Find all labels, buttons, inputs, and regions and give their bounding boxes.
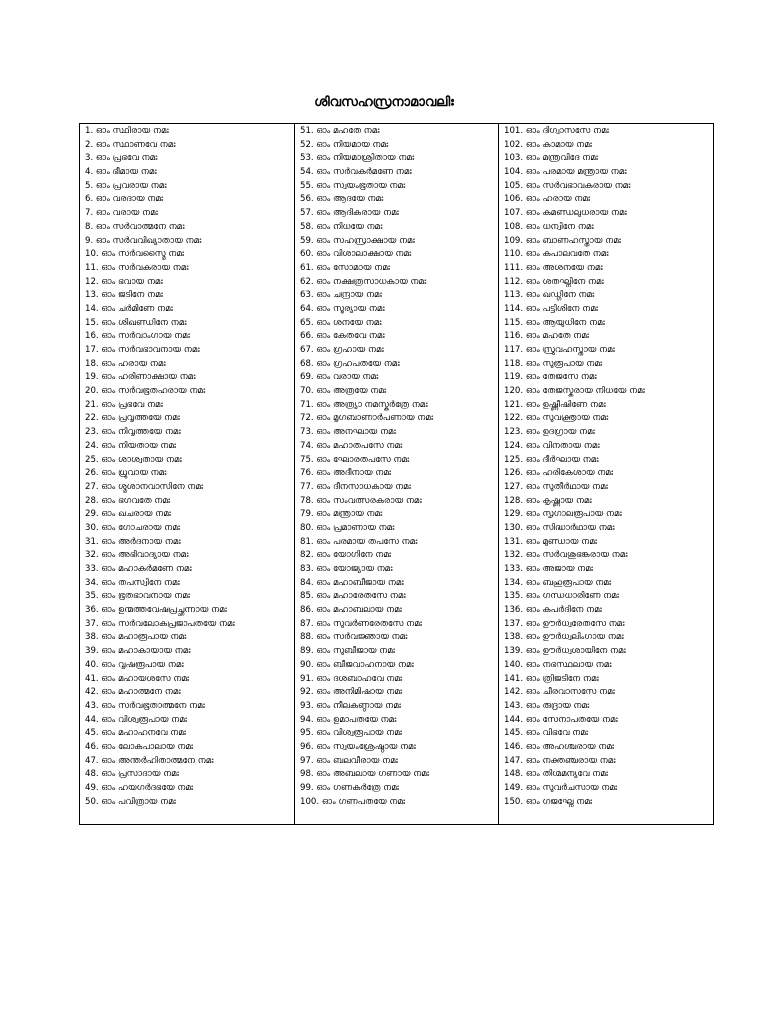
name-entry: 3. ഓം പ്രഭവേ നമഃ [85,153,158,164]
name-entry: 67. ഓം ഗ്രഹായ നമഃ [300,345,384,355]
name-entry: 39. ഓം മഹാകായായ നമഃ [85,646,191,657]
name-entry: 13. ഓം ജടിനേ നമഃ [85,290,163,301]
name-entry: 132. ഓം സർവശുഭങ്കരായ നമഃ [504,550,628,561]
name-entry: 109. ഓം ബാണഹസ്തായ നമഃ [504,235,622,246]
name-entry: 98. ഓം അബലായ ഗണായ നമഃ [300,769,430,780]
name-entry: 118. ഓം സുരൂപായ നമഃ [504,358,603,369]
name-entry: 84. ഓം മഹാബീജായ നമഃ [300,577,404,588]
name-entry: 97. ഓം ബലവീരായ നമഃ [300,755,398,766]
name-entry: 40. ഓം വൃഷരൂപായ നമഃ [85,659,184,670]
name-entry: 116. ഓം മഹതേ നമഃ [504,331,589,342]
name-entry: 19. ഓം ഹരിണാക്ഷായ നമഃ [85,372,196,383]
name-entry: 124. ഓം വിനതായ നമഃ [504,440,600,451]
name-entry: 55. ഓം സ്വയംഭൂതായ നമഃ [300,180,406,191]
name-entry: 149. ഓം സുവർചസായ നമഃ [504,783,618,793]
name-entry: 2. ഓം സ്ഥാണവേ നമഃ [85,139,176,150]
name-entry: 61. ഓം സോമായ നമഃ [300,262,390,273]
name-entry: 115. ഓം ആയുധിനേ നമഃ [504,317,605,328]
name-entry: 31. ഓം അർദനായ നമഃ [85,536,181,547]
name-entry: 91. ഓം ദശബാഹവേ നമഃ [300,673,403,684]
name-entry: 77. ഓം ദീനസാധകായ നമഃ [300,481,411,492]
name-entry: 37. ഓം സർവലോകപ്രജാപതയേ നമഃ [85,618,235,629]
name-entry: 49. ഓം ഹയഗർദഭയേ നമഃ [85,783,194,793]
name-entry: 4. ഓം ഭീമായ നമഃ [85,167,157,178]
name-entry: 140. ഓം നഭസ്ഥലായ നമഃ [504,659,612,670]
name-entry: 34. ഓം തപസ്വിനേ നമഃ [85,577,180,588]
name-entry: 68. ഓം ഗ്രഹപതയേ നമഃ [300,358,400,369]
name-entry: 108. ഓം ധന്വിനേ നമഃ [504,221,594,232]
name-entry: 106. ഓം ഹരായ നമഃ [504,194,591,205]
name-entry: 89. ഓം സുബീജായ നമഃ [300,646,396,657]
name-entry: 122. ഓം സുവക്ത്രായ നമഃ [504,413,609,424]
name-entry: 32. ഓം അഭിവാദ്യായ നമഃ [85,550,189,561]
name-entry: 101. ഓം ദിഗ്വാസസേ നമഃ [504,126,609,136]
name-entry: 5. ഓം പ്രവരായ നമഃ [85,180,167,191]
name-entry: 58. ഓം നിധയേ നമഃ [300,221,383,232]
names-column-1 [80,124,295,824]
name-entry: 96. ഓം സ്വയംശ്രേഷ്ഠായ നമഃ [300,741,416,752]
name-entry: 83. ഓം യോജ്യായ നമഃ [300,564,393,574]
name-entry: 129. ഓം സൃഗാലരൂപായ നമഃ [504,509,622,520]
name-entry: 73. ഓം അനഘായ നമഃ [300,427,396,438]
name-entry: 56. ഓം ആദയേ നമഃ [300,194,384,205]
name-entry: 100. ഓം ഗണപതയേ നമഃ [300,796,406,807]
name-entry: 36. ഓം ഉന്മത്തവേഷപ്രച്ഛന്നായ നമഃ [85,605,227,616]
name-entry: 72. ഓം മൃഗബാണാർപണായ നമഃ [300,413,434,424]
name-entry: 47. ഓം അന്തർഹിതാത്മനേ നമഃ [85,755,214,766]
name-entry: 70. ഓം അത്രയേ നമഃ [300,386,387,397]
name-entry: 139. ഓം ഊർധ്വശായിനേ നമഃ [504,646,626,657]
names-table [79,123,714,825]
name-entry: 147. ഓം നക്തഞ്ചരായ നമഃ [504,755,616,766]
name-entry: 71. ഓം അത്ര്യാ നമസ്കർത്രേ നമഃ [300,399,428,410]
name-entry: 110. ഓം കപാലവതേ നമഃ [504,249,609,260]
name-entry: 145. ഓം വിഭവേ നമഃ [504,728,589,739]
name-entry: 131. ഓം മുണ്ഡായ നമഃ [504,536,598,547]
name-entry: 64. ഓം സൂര്യായ നമഃ [300,303,385,314]
name-entry: 16. ഓം സർവാംഗായ നമഃ [85,331,190,342]
name-entry: 127. ഓം സുതീർഥായ നമഃ [504,481,608,492]
name-entry: 35. ഓം ഭൂതഭാവനായ നമഃ [85,591,190,602]
name-entry: 54. ഓം സർവകർമണേ നമഃ [300,167,412,178]
name-entry: 150. ഓം ഗജഘ്നേ നമഃ [504,796,593,807]
name-entry: 85. ഓം മഹാരേതസേ നമഃ [300,591,406,602]
name-entry: 136. ഓം കപർദിനേ നമഃ [504,605,602,616]
name-entry: 11. ഓം സർവകരായ നമഃ [85,262,189,273]
name-entry: 117. ഓം സ്രുവഹസ്തായ നമഃ [504,345,615,355]
name-entry: 14. ഓം ചർമിണേ നമഃ [85,303,173,314]
name-entry: 135. ഓം ഗന്ധധാരിണേ നമഃ [504,591,619,602]
name-entry: 75. ഓം ഘോരതപസേ നമഃ [300,454,410,465]
name-entry: 92. ഓം അനിമിഷായ നമഃ [300,687,403,698]
name-entry: 78. ഓം സംവത്സരകരായ നമഃ [300,495,422,506]
name-entry: 18. ഓം ഹരായ നമഃ [85,358,166,369]
name-entry: 121. ഓം ഉഷ്ണീഷിണേ നമഃ [504,399,606,410]
name-entry: 9. ഓം സർവവിഖ്യാതായ നമഃ [85,235,202,246]
name-entry: 69. ഓം വരായ നമഃ [300,372,379,383]
name-entry: 25. ഓം ശാശ്വതായ നമഃ [85,454,182,465]
name-entry: 52. ഓം നിയമായ നമഃ [300,139,389,150]
name-entry: 33. ഓം മഹാകർമണേ നമഃ [85,564,192,574]
name-entry: 111. ഓം അശനയേ നമഃ [504,262,603,273]
name-entry: 120. ഓം തേജസ്കരായ നിധയേ നമഃ [504,386,645,397]
name-entry: 28. ഓം ഭഗവതേ നമഃ [85,495,171,506]
name-entry: 80. ഓം പ്രമാണായ നമഃ [300,522,395,533]
name-entry: 107. ഓം കമണ്ഡലുധരായ നമഃ [504,208,627,219]
name-entry: 99. ഓം ഗണകർത്രേ നമഃ [300,783,400,793]
name-entry: 1. ഓം സ്ഥിരായ നമഃ [85,126,169,136]
name-entry: 12. ഓം ഭവായ നമഃ [85,276,163,287]
name-entry: 24. ഓം നിയതായ നമഃ [85,440,177,451]
names-column-3 [499,124,713,824]
name-entry: 103. ഓം മന്ത്രവിദേ നമഃ [504,153,598,164]
name-entry: 79. ഓം മന്ത്രായ നമഃ [300,509,383,520]
name-entry: 22. ഓം പ്രവൃത്തയേ നമഃ [85,413,180,424]
page-title: ശിവസഹസ്രനാമാവലിഃ [314,95,454,110]
name-entry: 143. ഓം രുദ്രായ നമഃ [504,700,590,711]
name-entry: 81. ഓം പരമായ തപസേ നമഃ [300,536,418,547]
name-entry: 82. ഓം യോഗിനേ നമഃ [300,550,392,561]
name-entry: 123. ഓം ഉദഗ്രായ നമഃ [504,427,595,438]
name-entry: 43. ഓം സർവഭൂതാത്മനേ നമഃ [85,700,205,711]
name-entry: 125. ഓം ദീർഘായ നമഃ [504,454,599,465]
name-entry: 142. ഓം ചീരവാസസേ നമഃ [504,687,615,698]
name-entry: 17. ഓം സർവഭാവനായ നമഃ [85,345,200,355]
name-entry: 26. ഓം ധ്രുവായ നമഃ [85,468,167,479]
name-entry: 29. ഓം ഖചരായ നമഃ [85,509,171,520]
name-entry: 134. ഓം ബഹുരൂപായ നമഃ [504,577,612,588]
name-entry: 119. ഓം തേജസേ നമഃ [504,372,597,383]
name-entry: 95. ഓം വിശ്വരൂപായ നമഃ [300,728,403,739]
name-entry: 65. ഓം ശനയേ നമഃ [300,317,382,328]
name-entry: 7. ഓം വരായ നമഃ [85,208,158,219]
name-entry: 44. ഓം വിശ്വരൂപായ നമഃ [85,714,188,725]
name-entry: 133. ഓം അജായ നമഃ [504,564,593,574]
name-entry: 41. ഓം മഹായശസേ നമഃ [85,673,190,684]
name-entry: 76. ഓം അദീനായ നമഃ [300,468,392,479]
name-entry: 90. ഓം ബീജവാഹനായ നമഃ [300,659,414,670]
name-entry: 93. ഓം നീലകണ്ഠായ നമഃ [300,700,402,711]
name-entry: 146. ഓം അഹശ്ചരായ നമഃ [504,741,615,752]
name-entry: 86. ഓം മഹാബലായ നമഃ [300,605,402,616]
name-entry: 102. ഓം കാമായ നമഃ [504,139,592,150]
name-entry: 59. ഓം സഹസ്രാക്ഷായ നമഃ [300,235,415,246]
name-entry: 38. ഓം മഹാരൂപായ നമഃ [85,632,187,643]
name-entry: 104. ഓം പരമായ മന്ത്രായ നമഃ [504,167,627,178]
name-entry: 48. ഓം പ്രസാദായ നമഃ [85,769,179,780]
name-entry: 42. ഓം മഹാത്മനേ നമഃ [85,687,181,698]
name-entry: 20. ഓം സർവഭൂതഹരായ നമഃ [85,386,206,397]
name-entry: 60. ഓം വിശാലാക്ഷായ നമഃ [300,249,412,260]
name-entry: 88. ഓം സർവജ്ഞായ നമഃ [300,632,408,643]
name-entry: 8. ഓം സർവാത്മനേ നമഃ [85,221,185,232]
name-entry: 63. ഓം ചന്ദ്രായ നമഃ [300,290,382,301]
name-entry: 23. ഓം നിവൃത്തയേ നമഃ [85,427,181,438]
name-entry: 50. ഓം പവിത്രായ നമഃ [85,796,176,807]
name-entry: 94. ഓം ഉമാപതയേ നമഃ [300,714,397,725]
name-entry: 66. ഓം കേതവേ നമഃ [300,331,385,342]
name-entry: 62. ഓം നക്ഷത്രസാധകായ നമഃ [300,276,427,287]
name-entry: 148. ഓം തിഗ്മമന്യവേ നമഃ [504,769,608,780]
name-entry: 45. ഓം മഹാഹനവേ നമഃ [85,728,187,739]
name-entry: 46. ഓം ലോകപാലായ നമഃ [85,741,194,752]
name-entry: 126. ഓം ഹരികേശായ നമഃ [504,468,614,479]
name-entry: 74. ഓം മഹാതപസേ നമഃ [300,440,403,451]
names-column-2 [295,124,499,824]
name-entry: 128. ഓം കൃഷ്ണായ നമഃ [504,495,592,506]
name-entry: 138. ഓം ഊർധ്വലിംഗായ നമഃ [504,632,624,643]
name-entry: 10. ഓം സർവസ്മൈ നമഃ [85,249,185,260]
name-entry: 27. ഓം ശ്മശാനവാസിനേ നമഃ [85,481,204,492]
name-entry: 105. ഓം സർവഭാവകരായ നമഃ [504,180,631,191]
name-entry: 114. ഓം പട്ടിശിനേ നമഃ [504,303,598,314]
name-entry: 112. ഓം ശതഘ്നിനേ നമഃ [504,276,604,287]
name-entry: 144. ഓം സേനാപതയേ നമഃ [504,714,618,725]
name-entry: 21. ഓം പ്രഭവേ നമഃ [85,399,163,410]
name-entry: 87. ഓം സുവർണരേതസേ നമഃ [300,618,422,629]
name-entry: 53. ഓം നിയമാശ്രിതായ നമഃ [300,153,415,164]
name-entry: 57. ഓം ആദികരായ നമഃ [300,208,399,219]
name-entry: 30. ഓം ഗോചരായ നമഃ [85,522,180,533]
name-entry: 113. ഓം ഖഡ്ഗിനേ നമഃ [504,290,595,301]
name-entry: 137. ഓം ഊർധ്വരേതസേ നമഃ [504,618,625,629]
name-entry: 6. ഓം വരദായ നമഃ [85,194,164,205]
name-entry: 51. ഓം മഹതേ നമഃ [300,126,380,136]
name-entry: 141. ഓം ത്രിജടിനേ നമഃ [504,673,599,684]
name-entry: 15. ഓം ശിഖണ്ഡിനേ നമഃ [85,317,187,328]
name-entry: 130. ഓം സിദ്ധാർഥായ നമഃ [504,522,615,533]
